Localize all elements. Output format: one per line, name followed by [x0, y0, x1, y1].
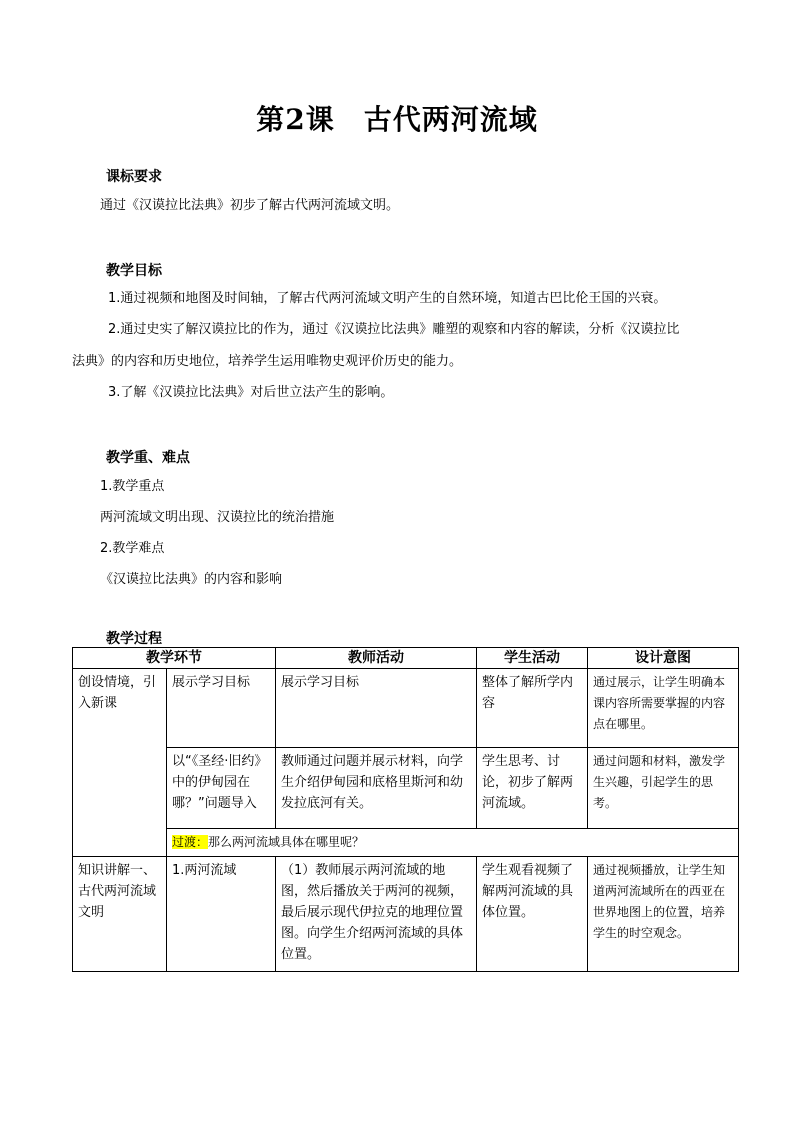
header-teacher: 教师活动 — [276, 648, 477, 669]
sub-stage-cell: 展示学习目标 — [167, 669, 276, 748]
transition-row — [73, 829, 739, 857]
sub-stage-cell: 1.两河流域 — [167, 857, 276, 972]
stage-cell: 创设情境，引入新课 — [73, 669, 167, 857]
design-intent-cell: 通过视频播放，让学生知道两河流域所在的西亚在世界地图上的位置，培养学生的时空观念。 — [588, 857, 739, 972]
goal-item-1: 1.通过视频和地图及时间轴，了解古代两河流域文明产生的自然环境，知道古巴比伦王国的兴衰。 — [108, 291, 667, 306]
table-row — [73, 857, 739, 972]
design-intent-cell: 通过问题和材料，激发学生兴趣，引起学生的思考。 — [588, 748, 739, 829]
page-title: 第2课 古代两河流域 — [256, 103, 538, 136]
goal-item-2: 2.通过史实了解汉谟拉比的作为，通过《汉谟拉比法典》雕塑的观察和内容的解读，分析《汉谟拉比 — [108, 322, 680, 337]
student-activity-cell: 学生观看视频了解两河流域的具体位置。 — [477, 857, 588, 972]
header-intent: 设计意图 — [588, 648, 739, 669]
section-heading-process: 教学过程 — [106, 631, 162, 647]
table-row — [73, 748, 739, 829]
design-intent-cell: 通过展示，让学生明确本课内容所需要掌握的内容点在哪里。 — [588, 669, 739, 748]
header-student: 学生活动 — [477, 648, 588, 669]
stage-cell: 知识讲解一、古代两河流域文明 — [73, 857, 167, 972]
section-heading-focus: 教学重、难点 — [106, 450, 190, 466]
table-header-row — [73, 648, 739, 669]
table-row — [73, 669, 739, 748]
transition-label: 过渡： — [172, 835, 209, 849]
section-heading-goals: 教学目标 — [106, 263, 162, 279]
teacher-activity-cell: 教师通过问题并展示材料，向学生介绍伊甸园和底格里斯河和幼发拉底河有关。 — [276, 748, 477, 829]
teacher-activity-cell: （1）教师展示两河流域的地图，然后播放关于两河的视频，最后展示现代伊拉克的地理位置图。向学生介绍两河流域的具体位置。 — [276, 857, 477, 972]
difficult-point-label: 2.教学难点 — [100, 541, 165, 556]
teacher-activity-cell: 展示学习目标 — [276, 669, 477, 748]
transition-text: 那么两河流域具体在哪里呢？ — [208, 835, 365, 849]
key-point-text: 两河流域文明出现、汉谟拉比的统治措施 — [100, 510, 335, 525]
teaching-process-table — [72, 647, 739, 972]
sub-stage-cell: 以“《圣经·旧约》中的伊甸园在哪？”问题导入 — [167, 748, 276, 829]
student-activity-cell: 学生思考、讨论，初步了解两河流域。 — [477, 748, 588, 829]
section-heading-standard: 课标要求 — [106, 169, 162, 185]
key-point-label: 1.教学重点 — [100, 479, 165, 494]
student-activity-cell: 整体了解所学内容 — [477, 669, 588, 748]
difficult-point-text: 《汉谟拉比法典》的内容和影响 — [100, 572, 283, 587]
goal-item-3: 3.了解《汉谟拉比法典》对后世立法产生的影响。 — [108, 385, 394, 400]
goal-item-2-cont: 法典》的内容和历史地位，培养学生运用唯物史观评价历史的能力。 — [72, 354, 463, 369]
standard-text: 通过《汉谟拉比法典》初步了解古代两河流域文明。 — [100, 198, 400, 213]
transition-cell — [167, 829, 739, 857]
header-stage: 教学环节 — [73, 648, 276, 669]
